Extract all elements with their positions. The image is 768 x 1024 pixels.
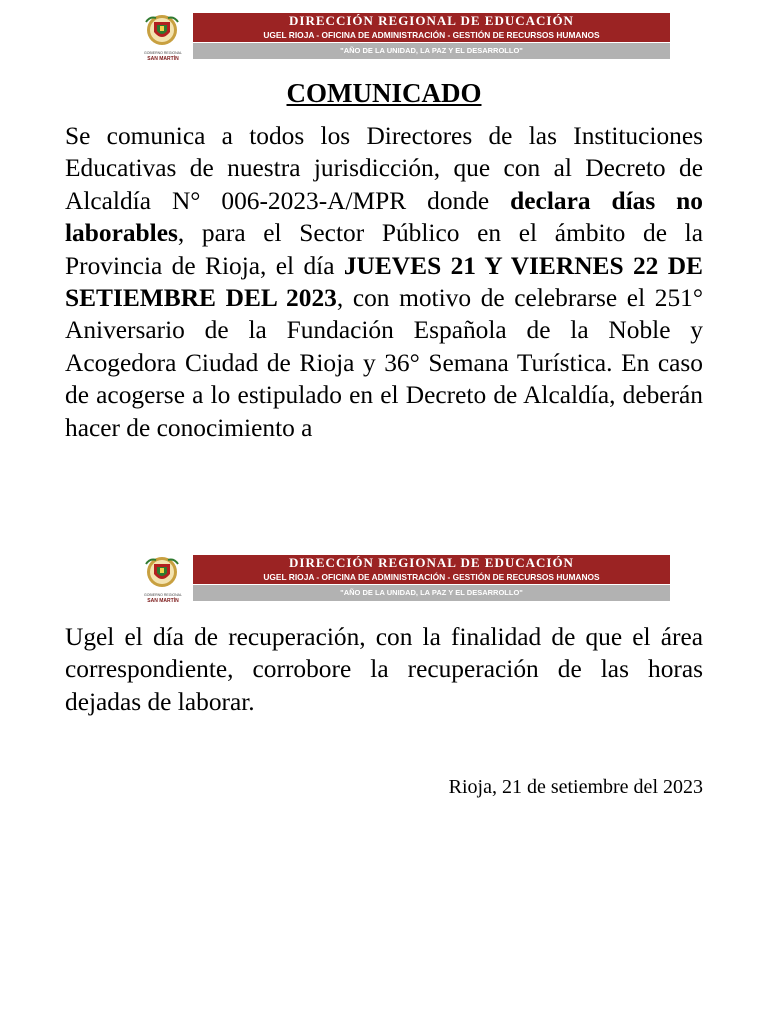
motto-bar <box>193 43 670 59</box>
year-motto: "AÑO DE LA UNIDAD, LA PAZ Y EL DESARROLLO" <box>340 46 523 55</box>
paragraph-1-text-c: , con motivo de celebrarse el 251° Aniversario de la Fundación Española de la Noble y Acogedora Ciudad de Rioja y 36° Semana Turística. En caso de acogerse a lo estipulado en el Decreto de Alcaldía, deberán hacer de conocimiento a <box>65 284 703 442</box>
communique-paragraph-1 <box>65 120 703 450</box>
letterhead-top <box>130 12 670 64</box>
institution-bar <box>193 555 670 571</box>
regional-government-logo <box>132 554 192 606</box>
place-and-date: Rioja, 21 de setiembre del 2023 <box>448 776 703 798</box>
office-bar <box>193 571 670 584</box>
paragraph-1-bold-b: JUEVES 21 Y VIERNES 22 DE SETIEMBRE DEL 2023 <box>65 251 703 313</box>
office-bar <box>193 29 670 42</box>
motto-bar <box>193 585 670 601</box>
regional-government-logo <box>132 12 192 64</box>
office-name: UGEL RIOJA - OFICINA DE ADMINISTRACIÓN - GESTIÓN DE RECURSOS HUMANOS <box>263 30 600 40</box>
logo-caption-small: GOBIERNO REGIONAL <box>144 593 182 597</box>
logo-caption-small: GOBIERNO REGIONAL <box>144 51 182 55</box>
paragraph-1-bold-a: declara días no laborables <box>65 186 703 248</box>
institution-bar <box>193 13 670 29</box>
year-motto: "AÑO DE LA UNIDAD, LA PAZ Y EL DESARROLLO" <box>340 588 523 597</box>
office-name: UGEL RIOJA - OFICINA DE ADMINISTRACIÓN - GESTIÓN DE RECURSOS HUMANOS <box>263 572 600 582</box>
paragraph-1-text-b: , para el Sector Público en el ámbito de la Provincia de Rioja, el día <box>65 219 703 280</box>
institution-name: DIRECCIÓN REGIONAL DE EDUCACIÓN <box>289 555 574 570</box>
logo-caption: SAN MARTÍN <box>147 56 179 62</box>
logo-caption: SAN MARTÍN <box>147 598 179 604</box>
paragraph-1-text-a: Se comunica a todos los Directores de las Instituciones Educativas de nuestra jurisdicción, que con al Decreto de Alcaldía N° 006-2023-A/MPR donde <box>65 122 703 215</box>
institution-name: DIRECCIÓN REGIONAL DE EDUCACIÓN <box>289 13 574 28</box>
document-title: COMUNICADO <box>286 78 482 108</box>
communique-paragraph-2: Ugel el día de recuperación, con la finalidad de que el área correspondiente, corrobore la recuperación de las horas dejadas de laborar. <box>65 623 703 716</box>
letterhead-second-page <box>130 554 670 606</box>
